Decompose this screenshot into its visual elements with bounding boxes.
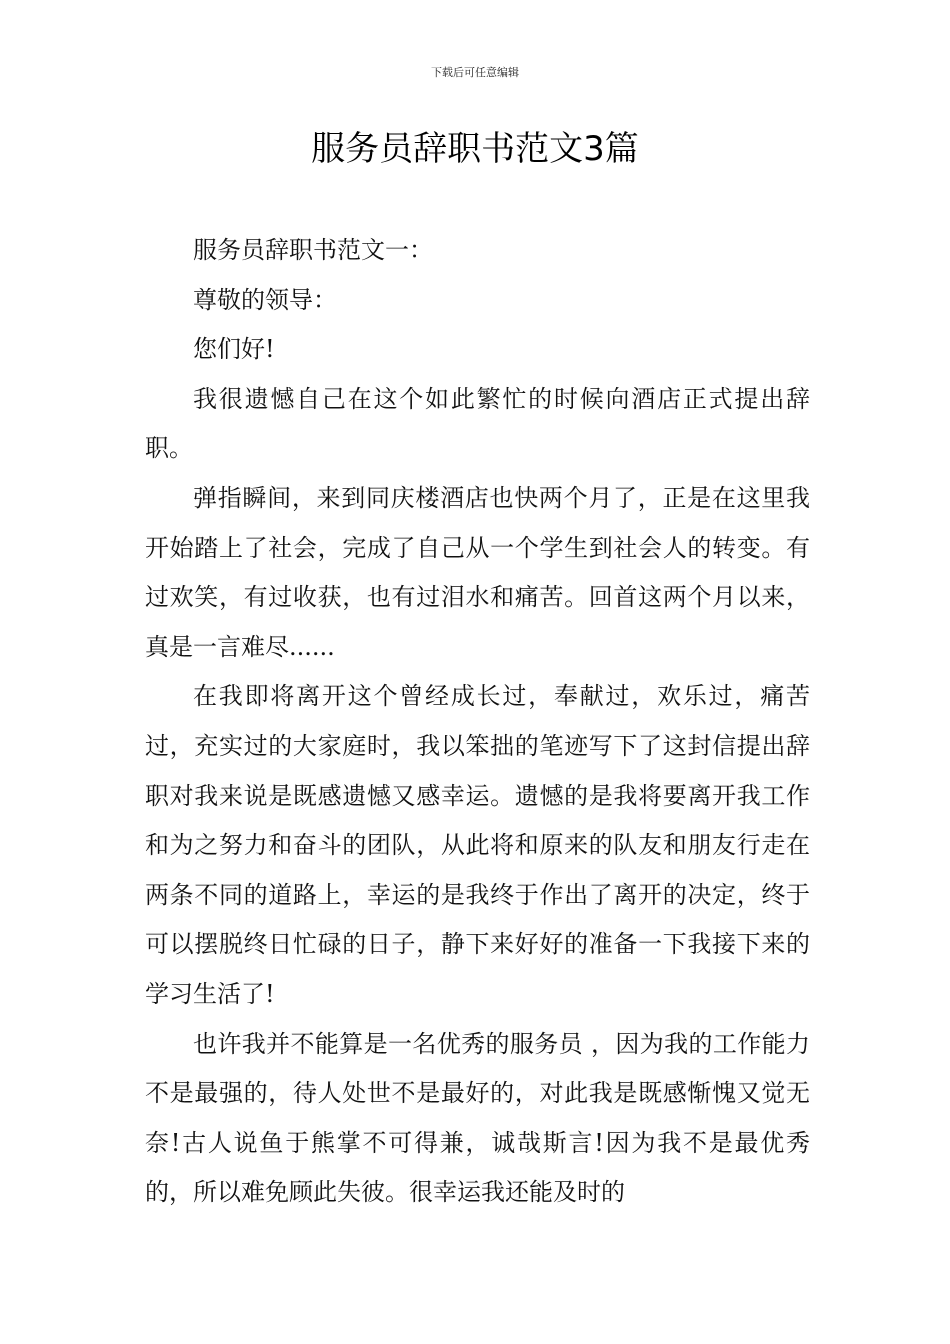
paragraph: 在我即将离开这个曾经成长过，奉献过，欢乐过，痛苦过，充实过的大家庭时，我以笨拙的笔迹写下了这封信提出辞职对我来说是既感遗憾又感幸运。遗憾的是我将要离开我工作和为之努力和奋斗的团队，从此将和原来的队友和朋友行走在两条不同的道路上，幸运的是我终于作出了离开的决定，终于可以摆脱终日忙碌的日子，静下来好好的准备一下我接下来的学习生活了! xyxy=(145,682,810,1008)
paragraph: 我很遗憾自己在这个如此繁忙的时候向酒店正式提出辞职。 xyxy=(145,384,810,463)
paragraph: 也许我并不能算是一名优秀的服务员 ，因为我的工作能力不是最强的，待人处世不是最好的，对此我是既感惭愧又觉无奈!古人说鱼于熊掌不可得兼，诚哉斯言!因为我不是最优秀的，所以难免顾此失彼。很幸运我还能及时的 xyxy=(145,1029,810,1207)
paragraph-heading: 服务员辞职书范文一： xyxy=(193,236,433,264)
header-note: 下载后可任意编辑 xyxy=(431,66,519,79)
paragraph-greeting: 您们好! xyxy=(193,335,275,364)
paragraph-salutation: 尊敬的领导： xyxy=(193,285,337,314)
document-title: 服务员辞职书范文3篇 xyxy=(311,129,639,169)
paragraph: 弹指瞬间，来到同庆楼酒店也快两个月了，正是在这里我开始踏上了社会，完成了自己从一个学生到社会人的转变。有过欢笑，有过收获，也有过泪水和痛苦。回首这两个月以来，真是一言难尽...... xyxy=(145,483,810,661)
document-body xyxy=(145,226,810,1218)
